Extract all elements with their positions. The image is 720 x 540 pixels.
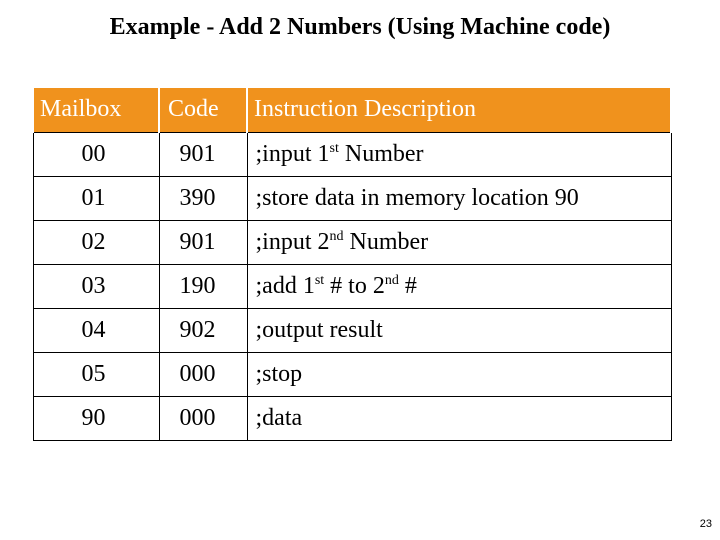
table-row <box>33 396 671 440</box>
description-cell: ;input 2nd Number <box>247 220 671 264</box>
table-row <box>33 176 671 220</box>
table-row <box>33 308 671 352</box>
slide-title: Example - Add 2 Numbers (Using Machine code) <box>109 14 611 40</box>
code-cell: 000 <box>159 352 247 396</box>
code-cell: 901 <box>159 132 247 176</box>
header-mailbox: Mailbox <box>33 88 159 132</box>
mailbox-cell: 00 <box>33 132 159 176</box>
mailbox-cell: 01 <box>33 176 159 220</box>
code-cell: 901 <box>159 220 247 264</box>
mailbox-cell: 04 <box>33 308 159 352</box>
description-cell: ;add 1st # to 2nd # <box>247 264 671 308</box>
description-cell: ;stop <box>247 352 671 396</box>
description-cell: ;data <box>247 396 671 440</box>
mailbox-cell: 05 <box>33 352 159 396</box>
header-description: Instruction Description <box>247 88 671 132</box>
code-cell: 902 <box>159 308 247 352</box>
table-row <box>33 352 671 396</box>
description-cell: ;store data in memory location 90 <box>247 176 671 220</box>
mailbox-cell: 90 <box>33 396 159 440</box>
mailbox-cell: 03 <box>33 264 159 308</box>
table-header-row <box>33 88 671 132</box>
description-cell: ;output result <box>247 308 671 352</box>
header-code: Code <box>159 88 247 132</box>
code-cell: 190 <box>159 264 247 308</box>
code-cell: 000 <box>159 396 247 440</box>
page-number: 23 <box>699 518 712 530</box>
table-row <box>33 264 671 308</box>
mailbox-cell: 02 <box>33 220 159 264</box>
code-cell: 390 <box>159 176 247 220</box>
table-row <box>33 220 671 264</box>
mailbox-table <box>32 88 672 441</box>
description-cell: ;input 1st Number <box>247 132 671 176</box>
table-row <box>33 132 671 176</box>
